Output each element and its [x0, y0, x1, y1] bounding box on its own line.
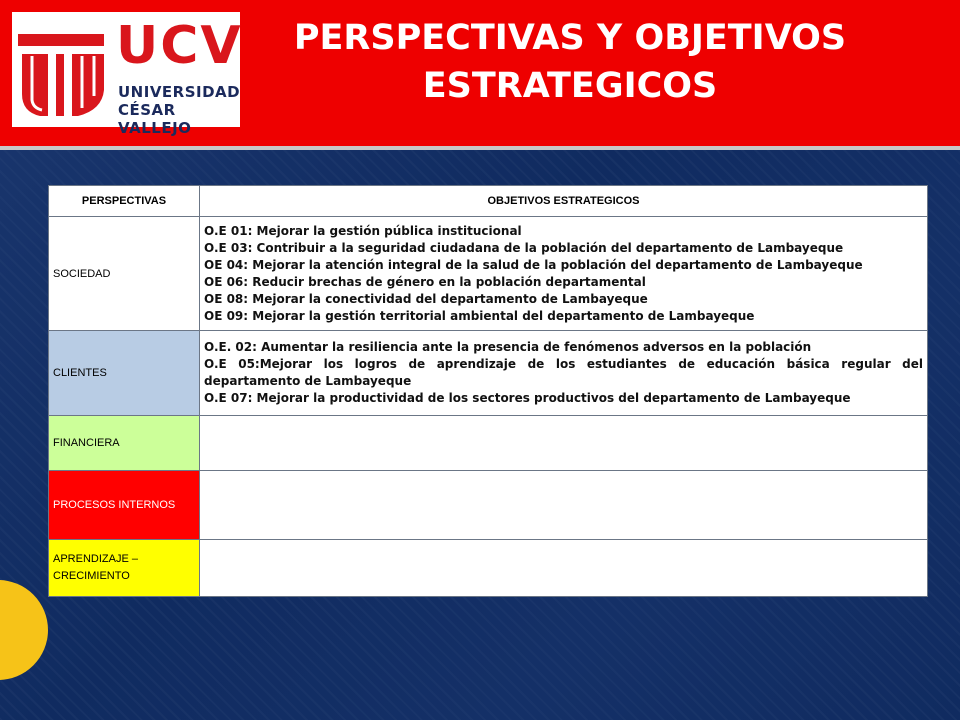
objectives-financiera	[200, 416, 928, 471]
objective-item: O.E 01: Mejorar la gestión pública institucional	[204, 223, 522, 238]
header-objetivos: OBJETIVOS ESTRATEGICOS	[200, 186, 928, 217]
perspectives-table	[48, 185, 928, 597]
logo-acronym: UCV	[116, 16, 243, 76]
objective-item: O.E 07: Mejorar la productividad de los sectores productivos del departamento de Lambayeque	[204, 391, 851, 405]
ucv-emblem-icon	[18, 24, 112, 120]
perspective-aprendizaje: APRENDIZAJE – CRECIMIENTO	[49, 540, 200, 597]
objective-item: OE 08: Mejorar la conectividad del departamento de Lambayeque	[204, 291, 648, 306]
perspective-procesos-internos: PROCESOS INTERNOS	[49, 471, 200, 540]
objective-item: O.E 05:Mejorar los logros de aprendizaje de los estudiantes de educación básica regular del departamento de Lambayeque	[204, 357, 923, 388]
objectives-clientes	[200, 331, 928, 416]
table-header-row	[49, 186, 928, 217]
objective-item: OE 09: Mejorar la gestión territorial ambiental del departamento de Lambayeque	[204, 308, 755, 323]
objectives-sociedad	[200, 217, 928, 331]
perspective-sociedad: SOCIEDAD	[49, 217, 200, 331]
logo-university-label: UNIVERSIDAD	[118, 83, 241, 101]
table-row-clientes	[49, 331, 928, 416]
objectives-procesos-internos	[200, 471, 928, 540]
header-perspectivas: PERSPECTIVAS	[49, 186, 200, 217]
objectives-aprendizaje	[200, 540, 928, 597]
page-title	[250, 14, 890, 110]
title-line-2: ESTRATEGICOS	[422, 66, 718, 106]
table-row-financiera	[49, 416, 928, 471]
perspective-clientes: CLIENTES	[49, 331, 200, 416]
table-row-sociedad	[49, 217, 928, 331]
header-banner	[0, 0, 960, 150]
objective-item: O.E. 02: Aumentar la resiliencia ante la presencia de fenómenos adversos en la población	[204, 340, 812, 354]
title-line-1: PERSPECTIVAS Y OBJETIVOS	[293, 18, 847, 58]
objective-item: O.E 03: Contribuir a la seguridad ciudadana de la población del departamento de Lambayeque	[204, 240, 844, 255]
table-row-aprendizaje	[49, 540, 928, 597]
objective-item: OE 04: Mejorar la atención integral de la salud de la población del departamento de Lambayeque	[204, 257, 863, 272]
ucv-logo	[12, 12, 243, 137]
logo-name-label: CÉSAR VALLEJO	[118, 101, 192, 137]
perspective-financiera: FINANCIERA	[49, 416, 200, 471]
table-row-procesos	[49, 471, 928, 540]
objective-item: OE 06: Reducir brechas de género en la población departamental	[204, 274, 646, 289]
